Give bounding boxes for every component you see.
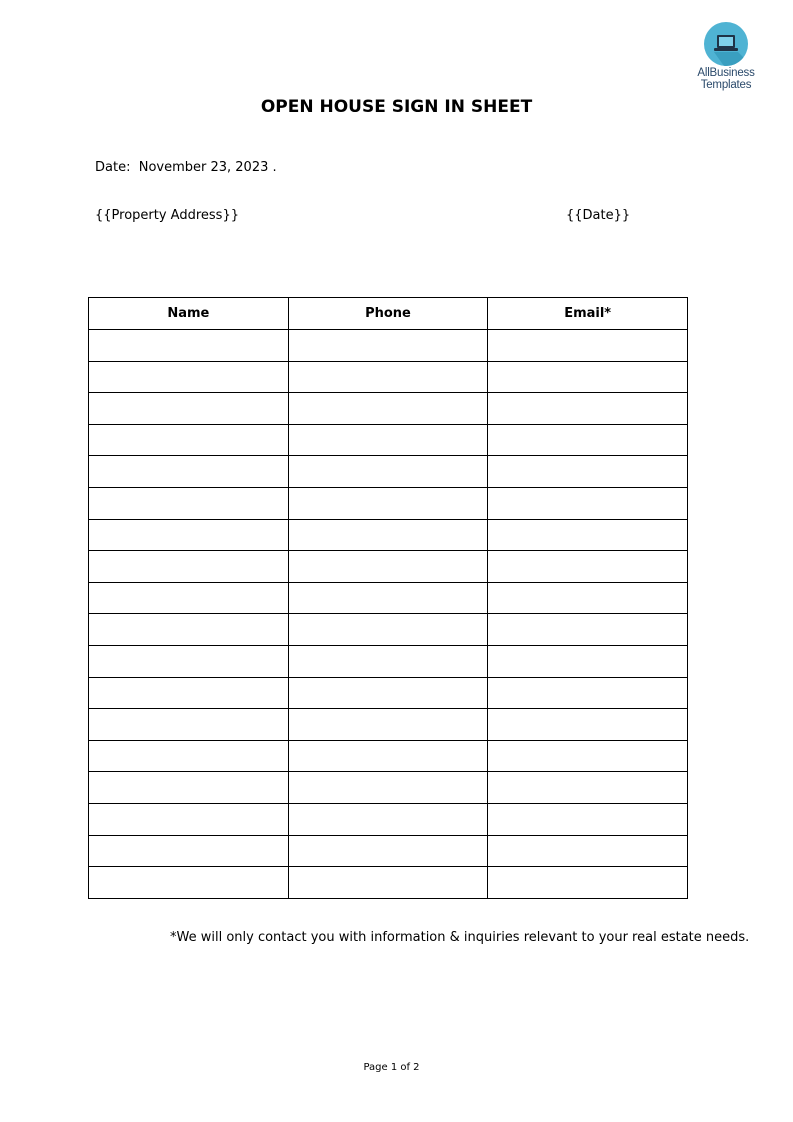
phone-cell[interactable] (288, 709, 488, 741)
table-row (89, 361, 688, 393)
table-row (89, 393, 688, 425)
phone-cell[interactable] (288, 867, 488, 899)
phone-cell[interactable] (288, 772, 488, 804)
table-row (89, 582, 688, 614)
table-row (89, 424, 688, 456)
name-cell[interactable] (89, 835, 289, 867)
phone-cell[interactable] (288, 835, 488, 867)
name-cell[interactable] (89, 393, 289, 425)
email-cell[interactable] (488, 424, 688, 456)
phone-cell[interactable] (288, 551, 488, 583)
name-cell[interactable] (89, 677, 289, 709)
email-cell[interactable] (488, 740, 688, 772)
phone-cell[interactable] (288, 393, 488, 425)
name-cell[interactable] (89, 330, 289, 362)
phone-cell[interactable] (288, 456, 488, 488)
table-row (89, 551, 688, 583)
name-cell[interactable] (89, 803, 289, 835)
phone-cell[interactable] (288, 677, 488, 709)
laptop-icon (704, 22, 748, 66)
name-cell[interactable] (89, 519, 289, 551)
name-cell[interactable] (89, 772, 289, 804)
phone-cell[interactable] (288, 487, 488, 519)
name-cell[interactable] (89, 614, 289, 646)
name-cell[interactable] (89, 551, 289, 583)
property-address-field: {{Property Address}} (95, 208, 239, 223)
email-cell[interactable] (488, 645, 688, 677)
table-row (89, 645, 688, 677)
email-cell[interactable] (488, 614, 688, 646)
phone-cell[interactable] (288, 519, 488, 551)
email-cell[interactable] (488, 519, 688, 551)
table-row (89, 677, 688, 709)
table-row (89, 772, 688, 804)
phone-cell[interactable] (288, 614, 488, 646)
phone-cell[interactable] (288, 740, 488, 772)
logo-line-1: AllBusiness (697, 67, 755, 79)
name-cell[interactable] (89, 361, 289, 393)
logo-text (690, 67, 762, 91)
table-row (89, 835, 688, 867)
table-row (89, 456, 688, 488)
email-cell[interactable] (488, 677, 688, 709)
phone-cell[interactable] (288, 424, 488, 456)
date-line: Date: November 23, 2023 . (95, 160, 277, 175)
date-placeholder-field: {{Date}} (566, 208, 631, 223)
allbusiness-templates-logo (690, 22, 762, 91)
name-cell[interactable] (89, 867, 289, 899)
column-header-name: Name (89, 298, 289, 330)
email-cell[interactable] (488, 835, 688, 867)
column-header-email: Email* (488, 298, 688, 330)
logo-badge (704, 22, 748, 66)
name-cell[interactable] (89, 709, 289, 741)
email-cell[interactable] (488, 803, 688, 835)
name-cell[interactable] (89, 582, 289, 614)
logo-line-2: Templates (700, 79, 752, 91)
email-cell[interactable] (488, 456, 688, 488)
phone-cell[interactable] (288, 361, 488, 393)
email-cell[interactable] (488, 487, 688, 519)
table-row (89, 330, 688, 362)
name-cell[interactable] (89, 740, 289, 772)
sign-in-table (88, 297, 688, 899)
name-cell[interactable] (89, 487, 289, 519)
phone-cell[interactable] (288, 645, 488, 677)
table-header-row (89, 298, 688, 330)
email-cell[interactable] (488, 393, 688, 425)
phone-cell[interactable] (288, 330, 488, 362)
email-cell[interactable] (488, 551, 688, 583)
email-cell[interactable] (488, 330, 688, 362)
table-row (89, 803, 688, 835)
table-row (89, 867, 688, 899)
email-cell[interactable] (488, 361, 688, 393)
table-row (89, 614, 688, 646)
phone-cell[interactable] (288, 582, 488, 614)
page-number: Page 1 of 2 (363, 1062, 420, 1073)
email-cell[interactable] (488, 582, 688, 614)
table-row (89, 709, 688, 741)
email-cell[interactable] (488, 709, 688, 741)
table-row (89, 487, 688, 519)
email-cell[interactable] (488, 772, 688, 804)
email-cell[interactable] (488, 867, 688, 899)
table-body (89, 330, 688, 899)
name-cell[interactable] (89, 424, 289, 456)
column-header-phone: Phone (288, 298, 488, 330)
table-row (89, 519, 688, 551)
footnote: *We will only contact you with information & inquiries relevant to your real estate needs. (170, 930, 750, 945)
name-cell[interactable] (89, 645, 289, 677)
document-title: OPEN HOUSE SIGN IN SHEET (260, 97, 533, 117)
name-cell[interactable] (89, 456, 289, 488)
table-row (89, 740, 688, 772)
phone-cell[interactable] (288, 803, 488, 835)
